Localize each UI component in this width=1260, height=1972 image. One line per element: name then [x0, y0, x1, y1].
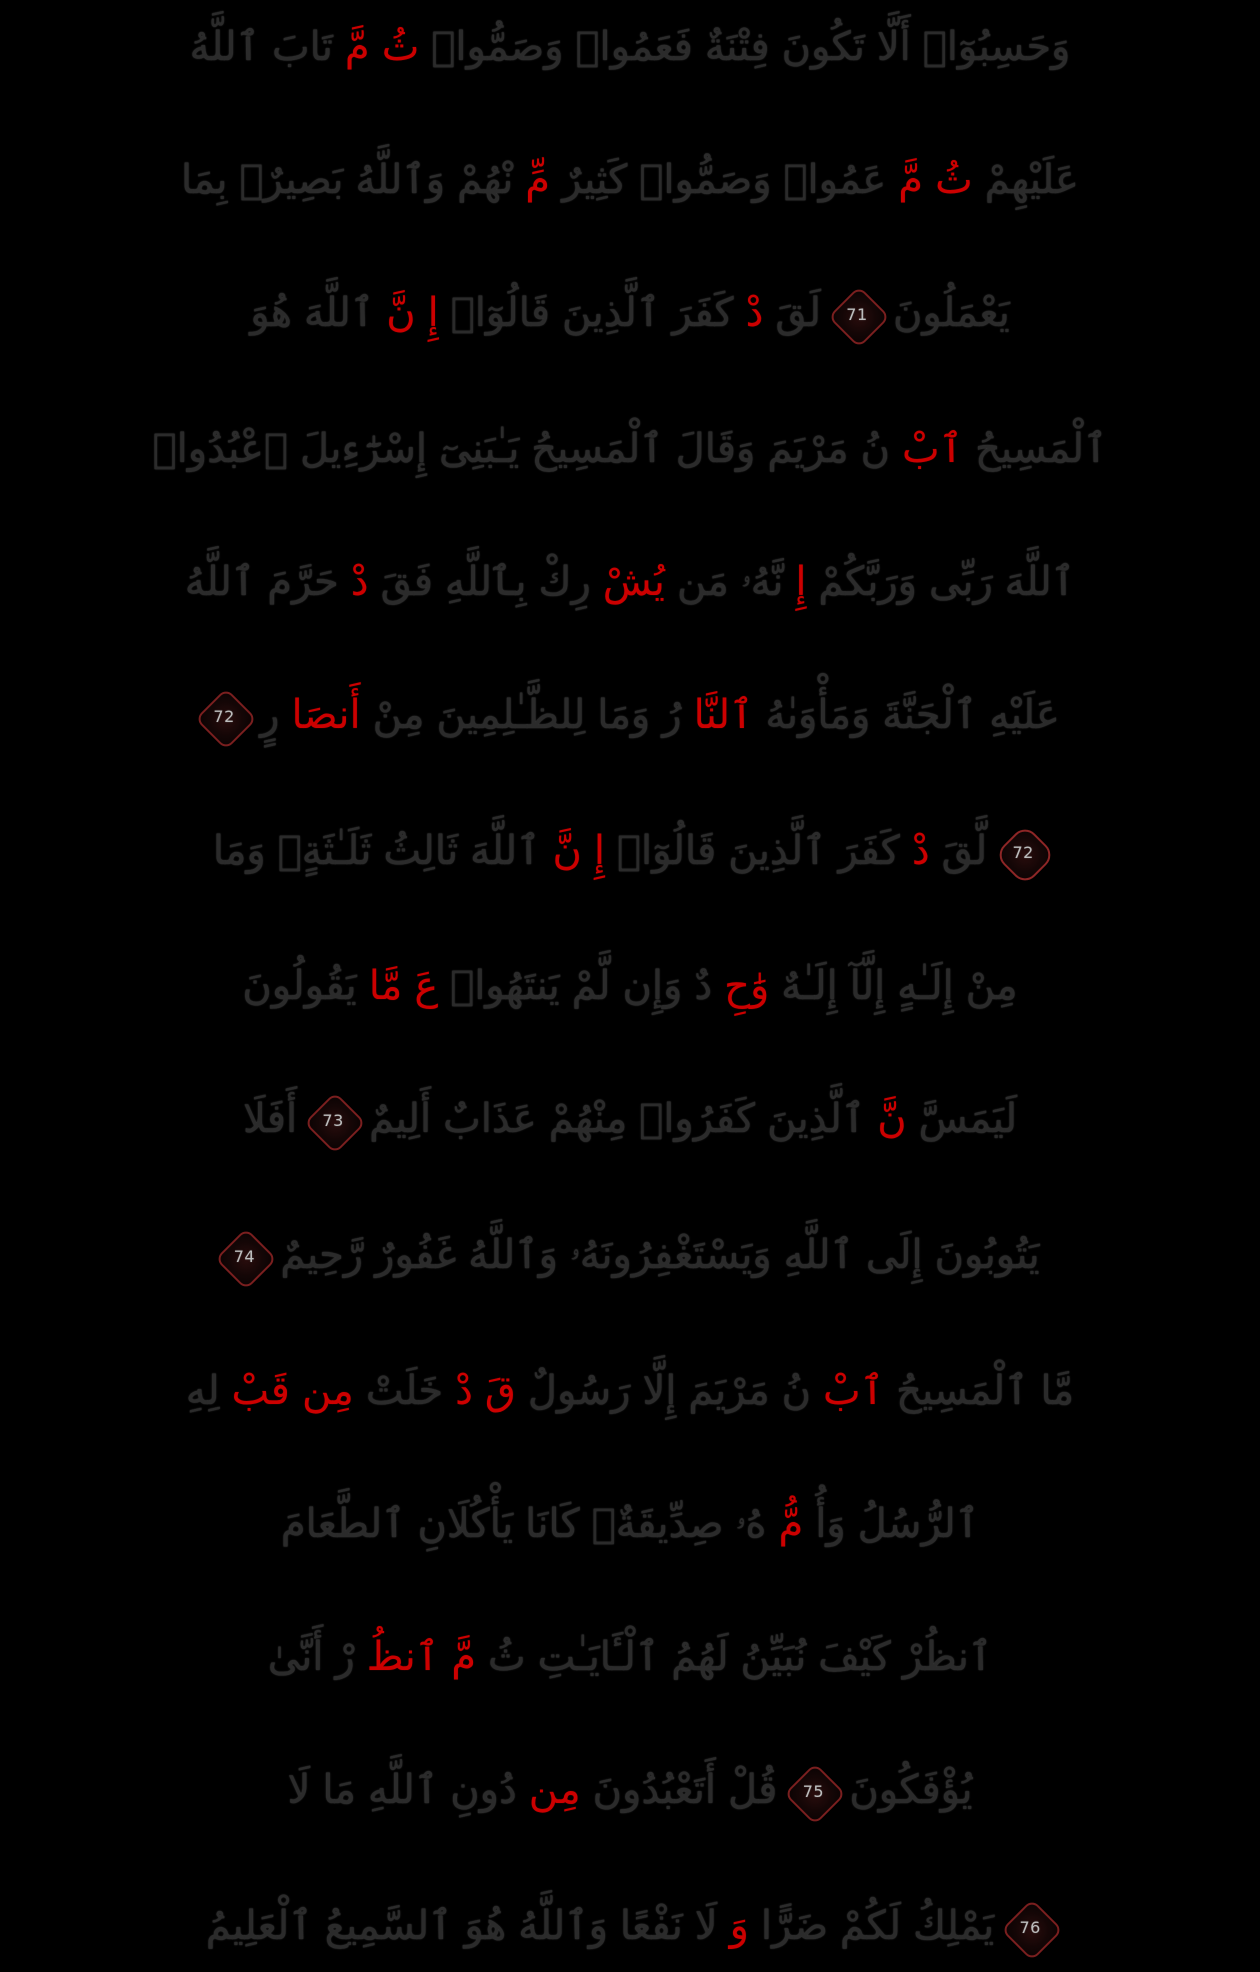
quran-word: وَٱللَّهُ [468, 1232, 558, 1279]
ayah-number-label: 76 [1019, 1917, 1041, 1937]
quran-word: صِدِّيقَةٌۖ [591, 1501, 724, 1548]
quran-word: دُونِ [450, 1766, 517, 1813]
quran-word: أَتَعْبُدُونَ [592, 1766, 716, 1813]
quran-word: خَلَتْ [365, 1368, 444, 1415]
quran-word: مَرْيَمَ [767, 425, 849, 472]
quran-word: وَٱللَّهُ [518, 1902, 608, 1949]
quran-word: كَثِيرٌ [562, 156, 628, 203]
quran-word: ٱلَّذِينَ [767, 1096, 866, 1143]
quran-word: دْ [745, 289, 764, 336]
quran-word: أَلَّا [876, 24, 911, 70]
quran-word: وَ [729, 1902, 749, 1949]
quran-word: أَنصَا [291, 691, 361, 738]
quran-word: نُ [860, 425, 890, 472]
quran-word: ثُ [381, 24, 420, 70]
quran-word: قُلْ [727, 1766, 778, 1813]
ayah-number-label: 71 [846, 304, 868, 324]
quran-word: رَبِّى [929, 558, 993, 605]
quran-word: مَّ [898, 156, 924, 203]
quran-word: نْهُمْ [457, 156, 514, 203]
quran-word: وَصَمُّوا۟ [431, 24, 564, 70]
ayah-number-label: 72 [1012, 842, 1034, 862]
quran-word: ثَالِثُ [383, 827, 459, 874]
quran-word: مَّا [1040, 1368, 1075, 1415]
quran-line [34, 26, 1226, 68]
quran-word: وَيَسْتَغْفِرُونَهُۥ [569, 1232, 772, 1279]
quran-word: يَـٰبَنِىٓ [438, 425, 520, 472]
quran-word: مَّ [451, 1634, 476, 1681]
quran-word: لَّقَ [941, 827, 988, 874]
ayah-number-marker [311, 1099, 355, 1143]
quran-line [34, 963, 1226, 1010]
quran-word: حَرَّمَ [267, 558, 339, 605]
quran-word: فَعَمُوا۟ [575, 24, 693, 70]
quran-word: قَالُوٓا۟ [450, 289, 551, 336]
quran-word: ٱلَّذِينَ [562, 289, 661, 336]
quran-word: نَّ [877, 1096, 907, 1143]
quran-word: تَابَ [271, 24, 333, 70]
ayah-number-marker [1001, 831, 1045, 875]
quran-word: مَا [322, 1766, 356, 1813]
quran-word: أَفَلَا [242, 1096, 298, 1143]
quran-word: مِن [301, 1368, 354, 1415]
ayah-number-marker [791, 1770, 835, 1814]
quran-word: تَكُونَ [781, 24, 865, 70]
quran-word: ثَلَـٰثَةٍۘ [277, 827, 372, 874]
quran-word: لَهُمُ [671, 1634, 729, 1681]
quran-word: مِنْهُمْ [548, 1096, 628, 1143]
ayah-number-marker [222, 1235, 266, 1279]
quran-word: يُشْ [602, 558, 665, 605]
quran-word: مَّ [344, 24, 370, 70]
quran-word: ٱللَّهُ [189, 24, 260, 70]
quran-word: نَفْعًا [619, 1902, 683, 1949]
quran-word: وَأُ [815, 1501, 846, 1548]
quran-word: رٍ [260, 691, 280, 738]
quran-word: بِٱللَّهِ [445, 558, 527, 605]
quran-line [34, 1234, 1226, 1279]
quran-line [34, 1501, 1226, 1548]
quran-word: لِلظَّـٰلِمِينَ [436, 691, 586, 738]
quran-word: لَا [694, 1902, 718, 1949]
ayah-number-marker [202, 695, 246, 739]
quran-word: إِلَـٰهٍ [897, 963, 954, 1010]
quran-word: نَّ [386, 289, 416, 336]
quran-word: مِنْ [372, 691, 425, 738]
quran-word: ٱللَّهُ [184, 558, 256, 605]
quran-word: وَمَأْوَىٰهُ [765, 691, 871, 738]
quran-word: كَانَا [525, 1501, 580, 1548]
quran-word: ٱلطَّعَامَ [280, 1501, 406, 1548]
quran-word: يَتُوبُونَ [934, 1232, 1040, 1279]
quran-word: وَقَالَ [675, 425, 756, 472]
quran-word: ٱبْ [901, 425, 964, 472]
quran-word: غَفُورٌ [375, 1232, 457, 1279]
quran-word: لَا [287, 1766, 311, 1813]
quran-word: أَنَّىٰ [267, 1634, 324, 1681]
quran-word: رْ [335, 1634, 355, 1681]
quran-word: كَيْفَ [818, 1634, 891, 1681]
quran-word: مُّ [778, 1501, 804, 1548]
ayah-number-label: 74 [233, 1247, 256, 1267]
quran-word: إِلَى [865, 1232, 923, 1279]
quran-word: رِكْ [538, 558, 591, 605]
quran-word: فِتْنَةٌ [704, 24, 770, 70]
quran-line [34, 289, 1226, 337]
quran-word: نَّ [552, 827, 582, 874]
quran-word: عَلَيْهِ [989, 691, 1060, 738]
quran-word: فَقَ [380, 558, 434, 605]
quran-line [34, 1766, 1226, 1814]
quran-word: وَٰحِ [724, 963, 770, 1010]
quran-word: يُؤْفَكُونَ [849, 1766, 973, 1813]
ayah-number-label: 73 [322, 1111, 344, 1131]
quran-word: ٱلْمَسِيحُ [531, 425, 664, 472]
quran-word: دٌ [694, 963, 713, 1010]
quran-word: يَأْكُلَانِ [417, 1501, 514, 1548]
quran-word: لَيَمَسَّ [918, 1096, 1018, 1143]
quran-line [34, 558, 1226, 605]
quran-word: قَبْ [231, 1368, 290, 1415]
quran-word: مِن [528, 1766, 581, 1813]
quran-word: وَإِن [622, 963, 683, 1010]
quran-word: إِلَّآ [849, 963, 886, 1010]
quran-word: إِ [795, 558, 807, 605]
quran-word: مَرْيَمَ [688, 1368, 770, 1415]
quran-word: عَ [414, 963, 439, 1010]
quran-word: عَذَابٌ [443, 1096, 537, 1143]
quran-word: أَلِيمٌ [369, 1096, 432, 1143]
quran-line [34, 827, 1226, 875]
quran-word: يَعْمَلُونَ [892, 289, 1010, 336]
quran-word: ٱلْـَٔايَـٰتِ [537, 1634, 660, 1681]
quran-word: ثُ [487, 1634, 526, 1681]
quran-word: كَفَرَ [672, 289, 734, 336]
quran-word: ثُ [935, 156, 973, 203]
quran-word: مَن [676, 558, 729, 605]
quran-word: وَصَمُّوا۟ [639, 156, 772, 203]
quran-word: لِهِ [185, 1368, 220, 1415]
quran-word: مِنْ [965, 963, 1018, 1010]
quran-word: مَّا [368, 963, 403, 1010]
quran-word: ٱلْمَسِيحُ [896, 1368, 1029, 1415]
quran-word: إِسْرَٰٓءِيلَ [300, 425, 427, 472]
quran-word: ٱلْعَلِيمُ [205, 1902, 313, 1949]
quran-word: إِ [427, 289, 439, 336]
quran-word: ٱلْجَنَّةَ [882, 691, 978, 738]
quran-word: يَمْلِكُ [912, 1902, 995, 1949]
ayah-number-label: 75 [802, 1781, 825, 1801]
quran-word: وَمَا [597, 691, 651, 738]
quran-word: يَقُولُونَ [242, 963, 357, 1010]
quran-word: مِّ [525, 156, 551, 203]
quran-line [34, 1368, 1226, 1415]
quran-word: وَرَبَّكُمْ [818, 558, 917, 605]
quran-word: ٱنظُ [366, 1634, 440, 1681]
quran-word: نُ [781, 1368, 812, 1415]
quran-word: إِ [593, 827, 605, 874]
quran-word: ٱلرُّسُلُ [857, 1501, 980, 1548]
quran-word: بِمَا [181, 156, 228, 203]
quran-word: هُوَ [250, 289, 292, 336]
quran-word: قَالُوٓا۟ [616, 827, 717, 874]
quran-word: دْ [911, 827, 930, 874]
quran-word: وَحَسِبُوٓا۟ [922, 24, 1071, 70]
quran-word: إِلَـٰهٌ [781, 963, 838, 1010]
quran-word: كَفَرَ [838, 827, 900, 874]
ayah-number-marker [835, 293, 879, 337]
quran-word: هُوَ [464, 1902, 507, 1949]
quran-word: لَكُمْ [840, 1902, 901, 1949]
quran-word: ٱلسَّمِيعُ [324, 1902, 453, 1949]
quran-word: قَ [484, 1368, 516, 1415]
quran-word: نَّهُۥ [740, 558, 784, 605]
quran-word: ٱعْبُدُوا۟ [152, 425, 289, 472]
quran-word: ٱلَّذِينَ [728, 827, 827, 874]
quran-word: عَمُوا۟ [783, 156, 887, 203]
quran-word: ٱلنَّا [693, 691, 754, 738]
quran-line [34, 425, 1226, 472]
quran-word: رَّحِيمٌ [280, 1232, 364, 1279]
ayah-number-label: 72 [213, 706, 235, 726]
quran-line [34, 156, 1226, 203]
quran-word: رَسُولٌ [527, 1368, 631, 1415]
quran-word: يَنتَهُوا۟ [450, 963, 560, 1010]
quran-word: عَلَيْهِمْ [984, 156, 1079, 203]
quran-word: ٱللَّهَ [470, 827, 541, 874]
ayah-number-marker [1008, 1906, 1052, 1950]
quran-word: نُبَيِّنُ [740, 1634, 807, 1681]
quran-word: ٱلْمَسِيحُ [975, 425, 1108, 472]
quran-word: ٱللَّهِ [783, 1232, 854, 1279]
quran-word: ٱللَّهِ [367, 1766, 439, 1813]
quran-word: رُ [662, 691, 682, 738]
quran-word: لَقَ [775, 289, 821, 336]
quran-word: ٱللَّهَ [1004, 558, 1076, 605]
quran-line [34, 691, 1226, 739]
quran-word: ٱنظُرْ [902, 1634, 993, 1681]
quran-word: دْ [350, 558, 369, 605]
quran-word: وَمَا [212, 827, 266, 874]
quran-line [34, 1634, 1226, 1681]
quran-word: بَصِيرٌۢ [239, 156, 344, 203]
quran-word: ٱبْ [823, 1368, 885, 1415]
quran-word: دْ [455, 1368, 473, 1415]
quran-word: ضَرًّا [760, 1902, 829, 1949]
quran-word: لَّمْ [571, 963, 611, 1010]
quran-word: ٱللَّهَ [303, 289, 375, 336]
quran-word: كَفَرُوا۟ [639, 1096, 756, 1143]
quran-word: وَٱللَّهُ [355, 156, 446, 203]
quran-word: إِلَّا [642, 1368, 677, 1415]
quran-line [34, 1902, 1226, 1950]
quran-line [34, 1098, 1226, 1143]
quran-word: هُۥ [735, 1501, 767, 1548]
